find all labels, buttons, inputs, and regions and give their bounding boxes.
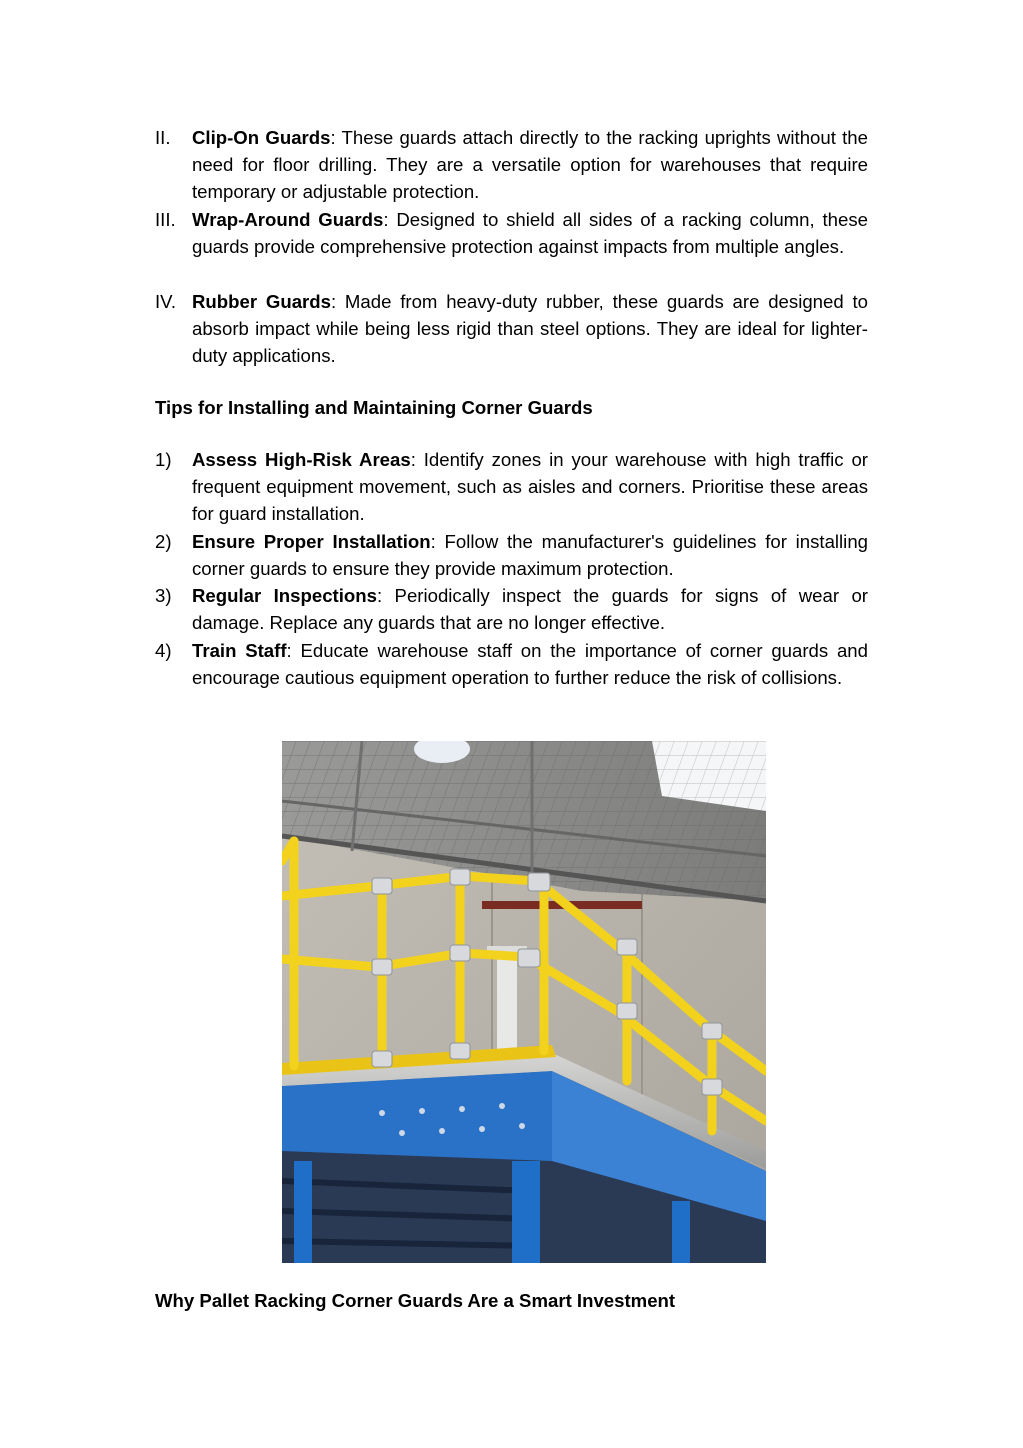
list-item-title: Regular Inspections bbox=[192, 585, 377, 606]
list-marker: III. bbox=[155, 209, 176, 230]
list-item-body bbox=[192, 582, 868, 636]
list-item-body bbox=[192, 206, 868, 260]
list-item bbox=[155, 637, 868, 691]
list-item bbox=[155, 528, 868, 582]
list-item-title: Wrap-Around Guards bbox=[192, 209, 384, 230]
list-item bbox=[155, 124, 868, 206]
list-marker: II. bbox=[155, 127, 171, 148]
list-item bbox=[155, 288, 868, 370]
list-item-text: : Identify zones in your warehouse with high traffic or frequent equipment movement, such as aisles and corners. Prioritise these areas for guard installation. bbox=[192, 449, 868, 525]
mezzanine-handrail-photo bbox=[282, 741, 766, 1263]
list-item-body bbox=[192, 637, 868, 691]
list-item-title: Ensure Proper Installation bbox=[192, 531, 431, 552]
list-item-text: : Periodically inspect the guards for signs of wear or damage. Replace any guards that are no longer effective. bbox=[192, 585, 868, 634]
list-marker: 4) bbox=[155, 640, 172, 661]
section-heading-tips: Tips for Installing and Maintaining Corner Guards bbox=[155, 397, 593, 418]
list-item bbox=[155, 446, 868, 528]
list-item-body bbox=[192, 446, 868, 528]
list-marker: 3) bbox=[155, 585, 172, 606]
list-item bbox=[155, 206, 868, 260]
list-marker: 1) bbox=[155, 449, 172, 470]
list-item-body bbox=[192, 288, 868, 370]
list-item-title: Train Staff bbox=[192, 640, 287, 661]
list-marker: 2) bbox=[155, 531, 172, 552]
list-marker: IV. bbox=[155, 291, 177, 312]
list-item-text: : Educate warehouse staff on the importance of corner guards and encourage cautious equipment operation to further reduce the risk of collisions. bbox=[192, 640, 868, 689]
list-item-title: Clip-On Guards bbox=[192, 127, 331, 148]
list-item-body bbox=[192, 528, 868, 582]
list-item bbox=[155, 582, 868, 636]
list-item-text: : Designed to shield all sides of a racking column, these guards provide comprehensive protection against impacts from multiple angles. bbox=[192, 209, 868, 258]
list-item-text: : Follow the manufacturer's guidelines for installing corner guards to ensure they provide maximum protection. bbox=[192, 531, 868, 580]
list-item-text: : These guards attach directly to the racking uprights without the need for floor drilling. They are a versatile option for warehouses that require temporary or adjustable protection. bbox=[192, 127, 868, 203]
list-item-text: : Made from heavy-duty rubber, these guards are designed to absorb impact while being less rigid than steel options. They are ideal for lighter-duty applications. bbox=[192, 291, 868, 367]
section-heading-investment: Why Pallet Racking Corner Guards Are a Smart Investment bbox=[155, 1290, 676, 1311]
list-item-body bbox=[192, 124, 868, 206]
list-item-title: Assess High-Risk Areas bbox=[192, 449, 411, 470]
list-item-title: Rubber Guards bbox=[192, 291, 331, 312]
